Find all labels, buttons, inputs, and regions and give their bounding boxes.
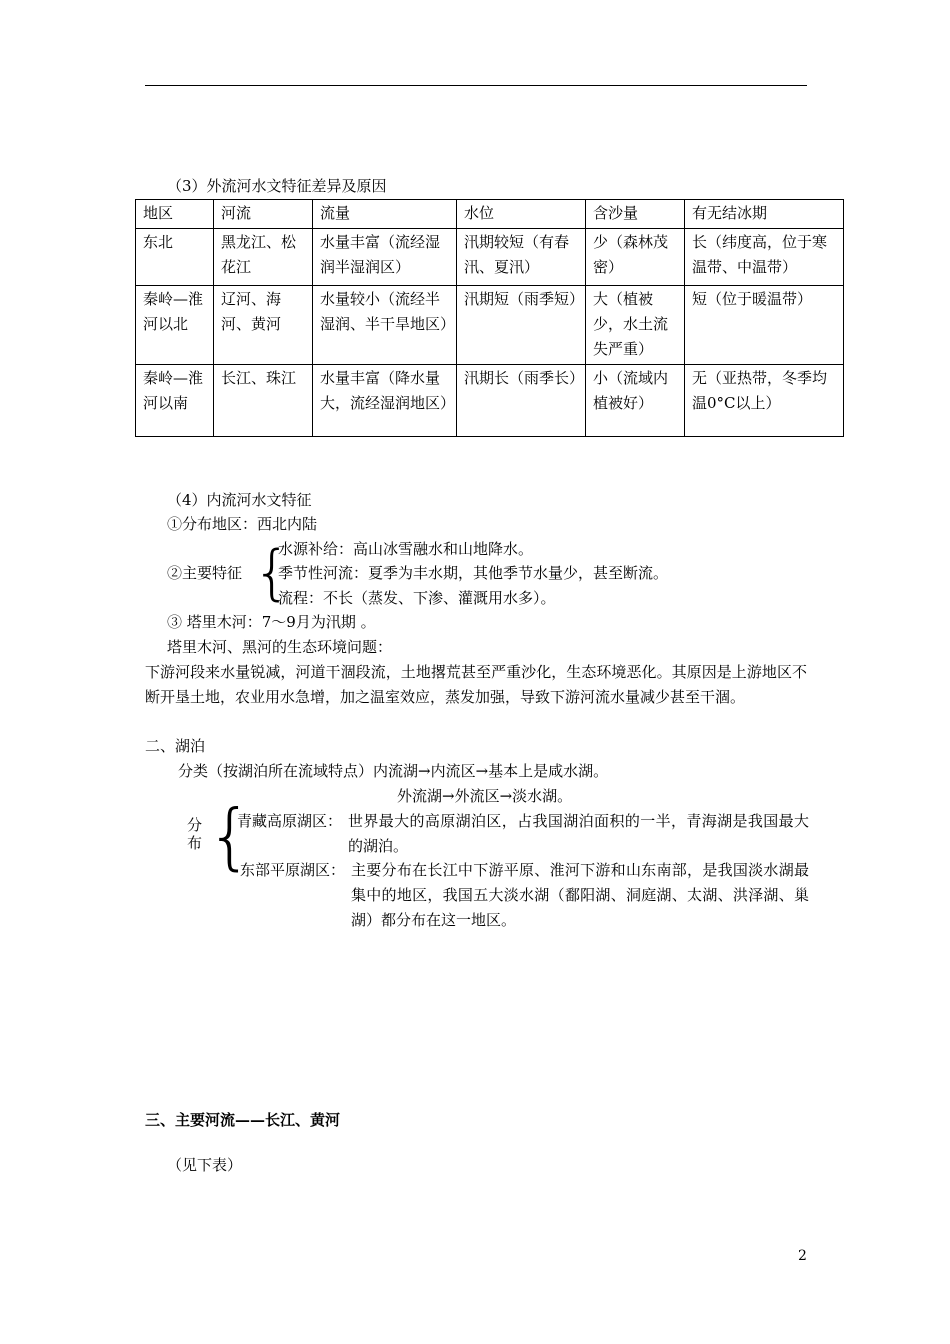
table-cell: 汛期较短（有春汛、夏汛）: [457, 229, 586, 286]
left-brace-icon: {: [207, 794, 253, 878]
table-cell: 短（位于暖温带）: [685, 286, 844, 365]
table-cell: 长江、珠江: [214, 365, 313, 437]
see-below-note: （见下表）: [167, 1156, 243, 1174]
qinghai-tibet-text: 世界最大的高原湖泊区，占我国湖泊面积的一半，青海湖是我国最大的湖泊。: [348, 812, 809, 855]
table-cell: 秦岭—淮河以北: [136, 286, 214, 365]
table-cell: 水量较小（流经半湿润、半干旱地区）: [313, 286, 457, 365]
east-plain-label: 东部平原湖区：: [240, 861, 346, 879]
distribution-label-1: 分: [187, 816, 203, 834]
table-cell: 汛期长（雨季长）: [457, 365, 586, 437]
table-row: [136, 365, 844, 437]
section-3b-title: 三、主要河流——长江、黄河: [145, 1111, 341, 1129]
table-header-cell: 有无结冰期: [685, 200, 844, 229]
feature-line-1: 水源补给：高山冰雪融水和山地降水。: [278, 540, 534, 558]
feature-line-3: 流程：不长（蒸发、下渗、灌溉用水多）。: [278, 589, 556, 607]
distribution-item: ①分布地区：西北内陆: [167, 515, 318, 533]
main-features-label: ②主要特征: [167, 564, 243, 582]
tarim-flood-item: ③ 塔里木河：7～9月为汛期 。: [167, 613, 376, 631]
table-header-cell: 流量: [313, 200, 457, 229]
section-4-title: （4）内流河水文特征: [167, 491, 312, 509]
table-cell: 水量丰富（流经湿润半湿润区）: [313, 229, 457, 286]
distribution-label-2: 布: [187, 834, 203, 852]
table-cell: 汛期短（雨季短）: [457, 286, 586, 365]
feature-line-2: 季节性河流：夏季为丰水期，其他季节水量少，甚至断流。: [278, 564, 669, 582]
header-rule: [145, 85, 807, 86]
table-row: [136, 229, 844, 286]
table-cell: 长（纬度高，位于寒温带、中温带）: [685, 229, 844, 286]
table-header-row: [136, 200, 844, 229]
table-cell: 水量丰富（降水量大，流经湿润地区）: [313, 365, 457, 437]
table-cell: 小（流域内植被好）: [586, 365, 685, 437]
table-cell: 大（植被少，水土流失严重）: [586, 286, 685, 365]
eco-problem-title: 塔里木河、黑河的生态环境问题：: [167, 638, 393, 656]
table-cell: 黑龙江、松花江: [214, 229, 313, 286]
lake-class-line-2: 外流湖→外流区→淡水湖。: [397, 787, 573, 805]
table-cell: 无（亚热带，冬季均温0°C以上）: [685, 365, 844, 437]
east-plain-text: 主要分布在长江中下游平原、淮河下游和山东南部，是我国淡水湖最集中的地区，我国五大淡水湖（鄱阳湖、洞庭湖、太湖、洪泽湖、巢湖）都分布在这一地区。: [351, 861, 809, 929]
lakes-title: 二、湖泊: [145, 737, 206, 755]
qinghai-tibet-label: 青藏高原湖区：: [237, 812, 343, 830]
table-header-cell: 水位: [457, 200, 586, 229]
table-cell: 东北: [136, 229, 214, 286]
lake-class-line-1: 分类（按湖泊所在流域特点）内流湖→内流区→基本上是咸水湖。: [178, 762, 609, 780]
table-cell: 秦岭—淮河以南: [136, 365, 214, 437]
table-cell: 辽河、海河、黄河: [214, 286, 313, 365]
page-number: 2: [798, 1248, 807, 1264]
hydrology-table: [135, 199, 844, 437]
table-cell: 少（森林茂密）: [586, 229, 685, 286]
table-row: [136, 286, 844, 365]
table-header-cell: 含沙量: [586, 200, 685, 229]
table-header-cell: 河流: [214, 200, 313, 229]
table-header-cell: 地区: [136, 200, 214, 229]
section-3-title: （3）外流河水文特征差异及原因: [167, 177, 387, 195]
eco-problem-text: 下游河段来水量锐减，河道干涸段流，土地撂荒甚至严重沙化，生态环境恶化。其原因是上游地区不断开垦土地，农业用水急增，加之温室效应，蒸发加强，导致下游河流水量减少甚至干涸。: [145, 663, 807, 706]
left-brace-icon: {: [253, 538, 292, 608]
